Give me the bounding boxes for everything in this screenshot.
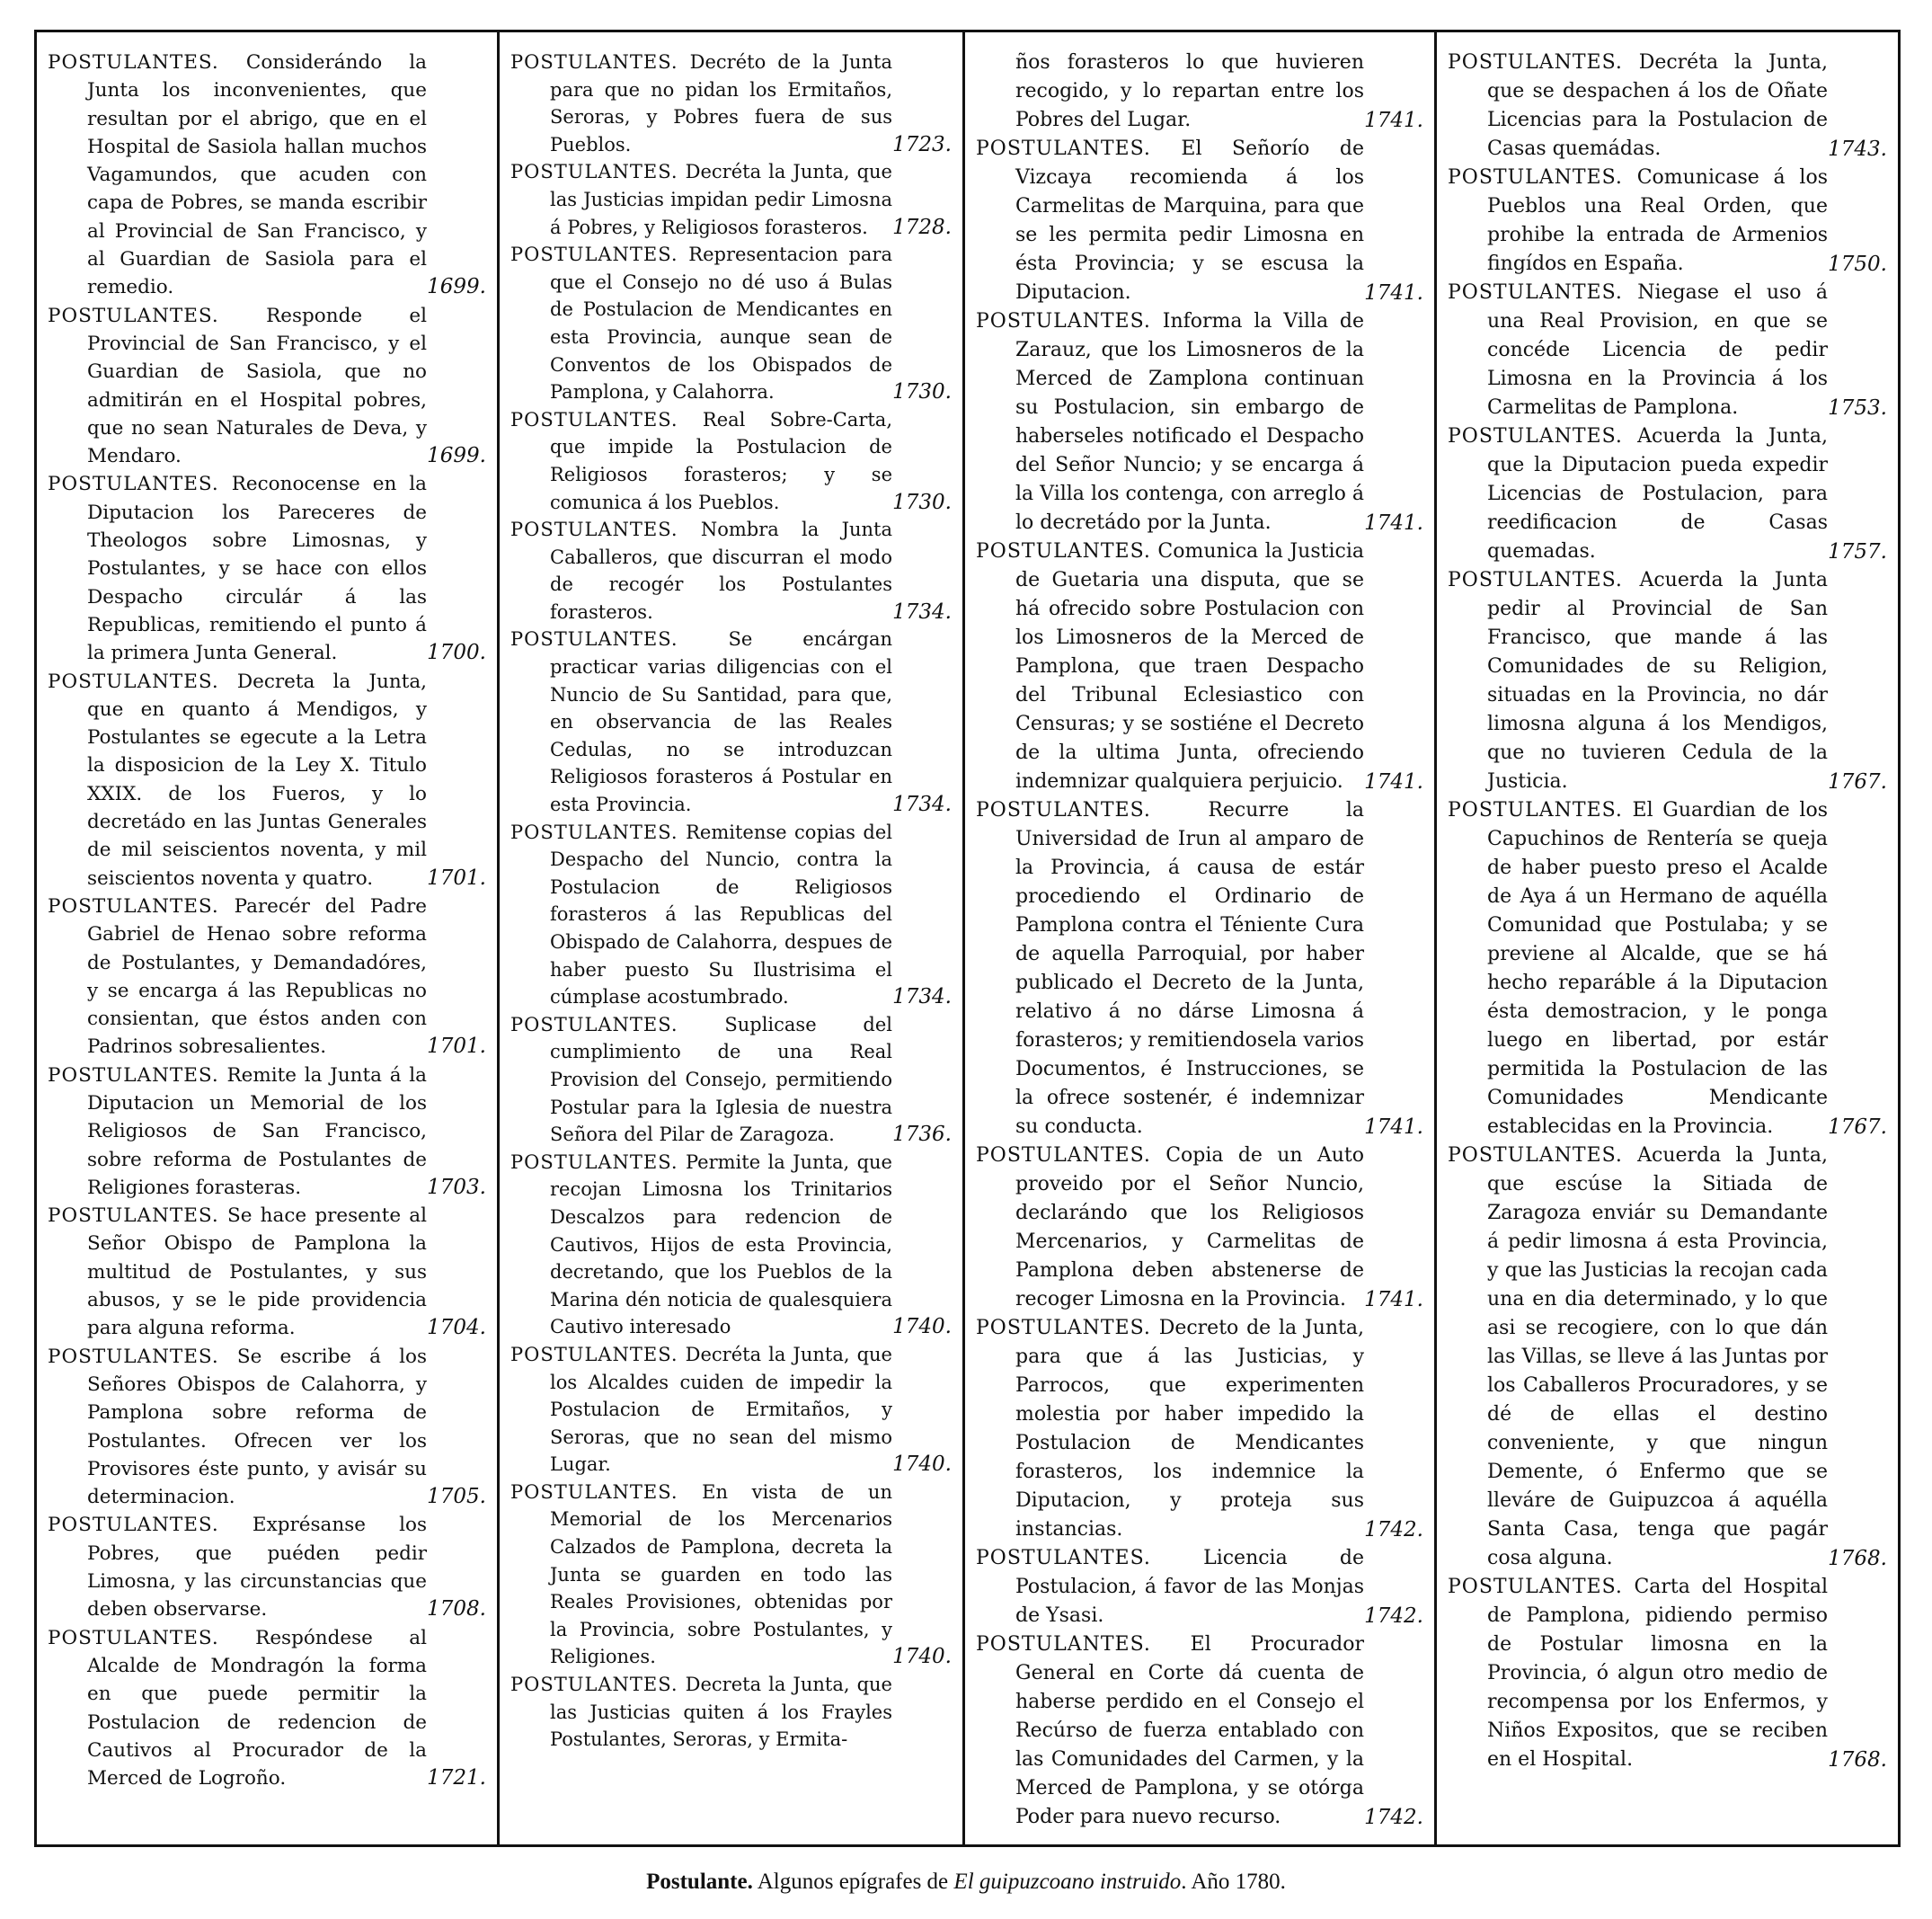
entry-year: 1742. <box>1364 1806 1423 1829</box>
entry-headword: POSTULANTES. <box>48 473 219 496</box>
entry-text: Exprésanse los Pobres, que puéden pedir Limosna, y las circunstancias que deben observarse. <box>87 1514 427 1621</box>
entry-headword: POSTULANTES. <box>510 161 678 183</box>
entry-body <box>48 1202 427 1342</box>
index-entry <box>510 1011 952 1149</box>
entry-body <box>976 537 1364 796</box>
entry-body <box>48 1062 427 1202</box>
entry-text: Niegase el uso á una Real Provision, en que se concéde Licencia de pedir Limosna en la Provincia á los Carmelitas de Pamplona. <box>1487 281 1828 419</box>
index-entry <box>48 1202 486 1342</box>
entry-body <box>48 302 427 471</box>
entry-year: 1757. <box>1828 540 1887 564</box>
entry-body <box>510 1011 892 1149</box>
index-entry <box>976 49 1423 135</box>
index-entry <box>48 302 486 471</box>
entry-body <box>48 470 427 667</box>
index-entry <box>510 49 952 158</box>
entry-body <box>976 1142 1364 1314</box>
entry-headword: POSTULANTES. <box>510 628 678 651</box>
index-entry <box>976 796 1423 1142</box>
caption-label: Postulante. <box>646 1870 753 1894</box>
entry-body <box>976 49 1364 135</box>
entry-headword: POSTULANTES. <box>48 304 219 327</box>
entry-year: 1742. <box>1364 1604 1423 1628</box>
figure-caption <box>0 1870 1932 1895</box>
index-entry <box>1448 279 1887 422</box>
entry-headword: POSTULANTES. <box>48 1514 219 1537</box>
index-entry <box>976 1314 1423 1544</box>
entry-text: Parecér del Padre Gabriel de Henao sobre reforma de Postulantes, y Demandadóres, y se encarga á las Republicas no consientan, que éstos anden con Padrinos sobresalientes. <box>87 894 427 1059</box>
index-entry <box>510 626 952 818</box>
index-entry <box>1448 796 1887 1142</box>
entry-headword: POSTULANTES. <box>510 1480 678 1503</box>
entry-headword: POSTULANTES. <box>510 1674 678 1696</box>
entry-year: 1741. <box>1364 1288 1423 1311</box>
entry-text: Acuerda la Junta, que escúse la Sitiada de Zaragoza enviár su Demandante á pedir limosna á esta Provincia, y que las Justicias la recojan cada una en dia determinado, y lo que asi se recogiere, con lo que dán las Villas, se lleve á las Juntas por los Caballeros Procuradores, y se dé de ellas el destino conveniente, y que ningun Demente, ó Enfermo que se lleváre de Guipuzcoa á aquélla Santa Casa, tenga que pagár cosa alguna. <box>1487 1144 1828 1569</box>
entry-year: 1704. <box>427 1316 486 1340</box>
entry-headword: POSTULANTES. <box>510 51 678 73</box>
entry-headword: POSTULANTES. <box>976 1144 1151 1167</box>
entry-text: Remite la Junta á la Diputacion un Memorial de los Religiosos de San Francisco, sobre reforma de Postulantes de Religiones forasteras. <box>87 1063 427 1199</box>
entry-body <box>510 241 892 406</box>
entry-headword: POSTULANTES. <box>1448 281 1623 304</box>
entry-text: Acuerda la Junta, que la Diputacion pueda expedir Licencias de Postulacion, para reedificacion de Casas quemadas. <box>1487 425 1828 563</box>
entry-text: Real Sobre-Carta, que impide la Postulacion de Religiosos forasteros; y se comunica á los Pueblos. <box>550 408 892 513</box>
entry-year: 1700. <box>427 641 486 665</box>
entry-text: Remitense copias del Despacho del Nuncio, contra la Postulacion de Religiosos forasteros á las Republicas del Obispado de Calahorra, despues de haber puesto Su Ilustrisima el cúmplase acostumbrado. <box>550 821 892 1008</box>
entry-headword: POSTULANTES. <box>976 1317 1151 1339</box>
entry-year: 1701. <box>427 866 486 890</box>
entry-body <box>976 307 1364 537</box>
entry-year: 1768. <box>1828 1547 1887 1570</box>
index-entry <box>976 1142 1423 1314</box>
entry-body <box>976 1544 1364 1630</box>
entry-headword: POSTULANTES. <box>510 244 678 266</box>
entry-year: 1741. <box>1364 770 1423 794</box>
index-entry <box>1448 164 1887 279</box>
entry-text: Comunica la Justicia de Guetaria una disputa, que se há ofrecido sobre Postulacion con los Limosneros de la Merced de Pamplona, que traen Despacho del Tribunal Eclesiastico con Censuras; y se sostiéne el Decreto de la ultima Junta, ofreciendo indemnizar qualquiera perjuicio. <box>1015 540 1364 793</box>
entry-year: 1699. <box>427 444 486 468</box>
index-entry <box>510 1479 952 1671</box>
entry-text: Decréta la Junta, que los Alcaldes cuiden de impedir la Postulacion de Ermitaños, y Seroras, que no sean del mismo Lugar. <box>550 1343 892 1476</box>
index-entry <box>976 307 1423 537</box>
entry-year: 1730. <box>892 380 952 404</box>
entry-year: 1743. <box>1828 138 1887 161</box>
index-entry <box>48 668 486 893</box>
entry-body <box>510 1149 892 1341</box>
entry-year: 1740. <box>892 1315 952 1339</box>
entry-body <box>1448 1142 1828 1573</box>
entry-year: 1768. <box>1828 1748 1887 1772</box>
index-entry <box>510 1671 952 1754</box>
entry-headword: POSTULANTES. <box>510 519 678 541</box>
entry-body <box>510 49 892 158</box>
entry-text: Decreto de la Junta, para que á las Justicias, y Parrocos, que experimenten molestia por haber impedido la Postulacion de Mendicantes forasteros, los indemnice la Diputacion, y proteja sus instancias. <box>1015 1317 1364 1541</box>
entry-headword: POSTULANTES. <box>1448 51 1623 74</box>
index-entry <box>510 406 952 516</box>
entry-body <box>48 49 427 302</box>
index-entry <box>1448 49 1887 164</box>
entry-text: Acuerda la Junta pedir al Provincial de San Francisco, que mande á las Comunidades de su Religion, situadas en la Provincia, no dár limosna alguna á los Mendigos, que no tuvieren Cedula de la Justicia. <box>1487 569 1828 793</box>
entry-year: 1705. <box>427 1485 486 1509</box>
index-entry <box>1448 1573 1887 1774</box>
entry-body <box>1448 796 1828 1142</box>
entry-body <box>48 893 427 1062</box>
entry-body <box>510 158 892 241</box>
entry-text: Permite la Junta, que recojan Limosna los Trinitarios Descalzos para redencion de Cautivos, Hijos de esta Provincia, decretando, que los Pueblos de la Marina dén noticia de qualesquiera Cautivo interesado <box>550 1151 892 1338</box>
entry-text: Se escribe á los Señores Obispos de Calahorra, y Pamplona sobre reforma de Postulantes. Ofrecen ver los Provisores éste punto, y avisár su determinacion. <box>87 1345 427 1509</box>
entry-year: 1742. <box>1364 1518 1423 1541</box>
entry-year: 1767. <box>1828 1115 1887 1139</box>
entry-text: Suplicase del cumplimiento de una Real Provision del Consejo, permitiendo Postular para la Iglesia de nuestra Señora del Pilar de Zaragoza. <box>550 1013 892 1146</box>
entry-body <box>1448 49 1828 164</box>
entry-text: Responde el Provincial de San Francisco, y el Guardian de Sasiola, que no admitirán en el Hospital pobres, que no sean Naturales de Deva, y Mendaro. <box>87 304 427 468</box>
entry-headword: POSTULANTES. <box>48 894 219 918</box>
index-entry <box>48 1511 486 1623</box>
index-entry <box>510 1149 952 1341</box>
index-entry <box>976 537 1423 796</box>
entry-headword: POSTULANTES. <box>976 1633 1151 1656</box>
entry-year: 1736. <box>892 1123 952 1147</box>
index-entry <box>510 819 952 1011</box>
entry-text: Licencia de Postulacion, á favor de las Monjas de Ysasi. <box>1015 1547 1364 1627</box>
entry-text: Se encárgan practicar varias diligencias con el Nuncio de Su Santidad, para que, en observancia de las Reales Cedulas, no se introduzcan Religiosos forasteros á Postular en esta Provincia. <box>550 628 892 816</box>
entry-text: El Señorío de Vizcaya recomienda á los Carmelitas de Marquina, para que se les permita pedir Limosna en ésta Provincia; y se escusa la Diputacion. <box>1015 138 1364 304</box>
entry-text: Decréta la Junta, que las Justicias impidan pedir Limosna á Pobres, y Religiosos forasteros. <box>550 161 892 238</box>
entry-year: 1708. <box>427 1597 486 1621</box>
caption-text: Algunos epígrafes de <box>757 1870 949 1894</box>
entry-headword: POSTULANTES. <box>976 540 1151 563</box>
entry-text: El Procurador General en Corte dá cuenta de haberse perdido en el Consejo el Recúrso de fuerza entablado con las Comunidades del Carmen, y la Merced de Pamplona, y se otórga Poder para nuevo recurso. <box>1015 1633 1365 1828</box>
entry-headword: POSTULANTES. <box>48 51 219 74</box>
entry-text: Decréto de la Junta para que no pidan los Ermitaños, Seroras, y Pobres fuera de sus Pueblos. <box>550 51 892 155</box>
entry-headword: POSTULANTES. <box>1448 1144 1623 1167</box>
caption-year: . Año 1780. <box>1181 1870 1286 1894</box>
entry-body <box>510 406 892 516</box>
entry-body <box>1448 1573 1828 1774</box>
entry-headword: POSTULANTES. <box>1448 166 1623 189</box>
entry-year: 1741. <box>1364 109 1423 132</box>
entry-headword: POSTULANTES. <box>48 1345 219 1368</box>
entry-year: 1734. <box>892 793 952 817</box>
caption-title: El guipuzcoano instruido <box>953 1870 1182 1894</box>
index-entry <box>48 893 486 1062</box>
entry-body <box>48 1511 427 1623</box>
entry-body <box>48 1343 427 1512</box>
entry-year: 1740. <box>892 1453 952 1477</box>
entry-text: Decréta la Junta, que se despachen á los de Oñate Licencias para la Postulacion de Casas quemádas. <box>1487 51 1828 160</box>
entry-body <box>510 1341 892 1479</box>
entry-year: 1741. <box>1364 1115 1423 1139</box>
column-4 <box>1434 32 1898 1844</box>
entry-headword: POSTULANTES. <box>510 1013 678 1035</box>
index-entry <box>1448 566 1887 796</box>
index-entry <box>976 1630 1423 1832</box>
entry-year: 1750. <box>1828 253 1887 276</box>
index-entry <box>1448 1142 1887 1573</box>
entry-headword: POSTULANTES. <box>48 1204 219 1228</box>
index-entry <box>48 1062 486 1202</box>
entry-headword: POSTULANTES. <box>1448 799 1623 822</box>
entry-year: 1767. <box>1828 770 1887 794</box>
entry-text: Copia de un Auto proveido por el Señor Nuncio, declarándo que los Religiosos Mercenarios, y Carmelitas de Pamplona deben abstenerse de recoger Limosna en la Provincia. <box>1015 1144 1364 1310</box>
entry-year: 1734. <box>892 985 952 1009</box>
entry-headword: POSTULANTES. <box>976 310 1151 333</box>
entry-body <box>976 1630 1364 1832</box>
entry-headword: POSTULANTES. <box>976 138 1151 160</box>
entry-year: 1721. <box>427 1766 486 1790</box>
entry-headword: POSTULANTES. <box>48 1063 219 1087</box>
entry-year: 1741. <box>1364 511 1423 535</box>
entry-text: ños forasteros lo que huvieren recogido, y lo repartan entre los Pobres del Lugar. <box>1015 51 1364 131</box>
entry-headword: POSTULANTES. <box>510 1343 678 1365</box>
entry-body <box>1448 164 1828 279</box>
entry-text: Recurre la Universidad de Irun al amparo de la Provincia, á causa de estár procediendo el Ordinario de Pamplona contra el Téniente Cura de aquella Parroquial, por haber publicado el Decreto de la Junta, relativo á no dárse Limosna á forasteros; y remitiendosela varios Documentos, é Instrucciones, se la ofrece sostenér, é indemnizar su conducta. <box>1015 799 1364 1138</box>
index-entry <box>48 470 486 667</box>
entry-headword: POSTULANTES. <box>976 1547 1151 1569</box>
entry-body <box>976 135 1364 307</box>
entry-year: 1734. <box>892 600 952 624</box>
index-entry <box>48 1343 486 1512</box>
entry-body <box>976 796 1364 1142</box>
entry-body <box>1448 566 1828 796</box>
entry-body <box>48 1624 427 1793</box>
column-1 <box>37 32 497 1844</box>
index-entry <box>976 135 1423 307</box>
entry-body <box>510 626 892 818</box>
entry-year: 1703. <box>427 1175 486 1199</box>
entry-headword: POSTULANTES. <box>510 408 678 431</box>
entry-text: Informa la Villa de Zarauz, que los Limosneros de la Merced de Zamplona continuan su Postulacion, sin embargo de haberseles notificado el Despacho del Señor Nuncio; y se encarga á la Villa los contenga, con arreglo á lo decretádo por la Junta. <box>1015 310 1365 534</box>
entry-year: 1701. <box>427 1035 486 1059</box>
index-entry <box>510 158 952 241</box>
index-entry <box>510 1341 952 1479</box>
entry-year: 1730. <box>892 490 952 514</box>
entry-year: 1740. <box>892 1645 952 1669</box>
entry-headword: POSTULANTES. <box>48 1626 219 1649</box>
entry-body <box>510 819 892 1011</box>
entry-body <box>1448 279 1828 422</box>
entry-headword: POSTULANTES. <box>510 821 678 843</box>
index-frame <box>34 30 1901 1847</box>
entry-headword: POSTULANTES. <box>48 670 219 693</box>
entry-body <box>510 1479 892 1671</box>
entry-year: 1699. <box>427 275 486 299</box>
index-entry <box>510 516 952 626</box>
entry-text: Decreta la Junta, que las Justicias quiten á los Frayles Postulantes, Seroras, y Ermita- <box>550 1674 892 1751</box>
entry-year: 1753. <box>1828 396 1887 420</box>
entry-body <box>48 668 427 893</box>
index-entry <box>48 1624 486 1793</box>
entry-body <box>510 516 892 626</box>
index-entry <box>48 49 486 302</box>
entry-text: El Guardian de los Capuchinos de Rentería se queja de haber puesto preso el Acalde de Aya á un Hermano de aquélla Comunidad que Postulaba; y se previene al Alcalde, que se há hecho reparáble á la Diputacion ésta demostracion, y le ponga luego en libertad, por estár permitida la Postulacion de las Comunidades Mendicante establecidas en la Provincia. <box>1487 799 1828 1138</box>
entry-year: 1723. <box>892 132 952 156</box>
entry-headword: POSTULANTES. <box>510 1151 678 1173</box>
entry-text: Comunicase á los Pueblos una Real Orden, que prohibe la entrada de Armenios fingídos en España. <box>1487 166 1829 275</box>
entry-headword: POSTULANTES. <box>976 799 1151 822</box>
entry-text: Respóndese al Alcalde de Mondragón la forma en que puede permitir la Postulacion de redencion de Cautivos al Procurador de la Merced de Logroño. <box>87 1626 427 1790</box>
entry-text: Considerándo la Junta los inconvenientes, que resultan por el abrigo, que en el Hospital de Sasiola hallan muchos Vagamundos, que acuden con capa de Pobres, se manda escribir al Provincial de San Francisco, y al Guardian de Sasiola para el remedio. <box>87 51 427 299</box>
index-entry <box>510 241 952 406</box>
entry-body <box>976 1314 1364 1544</box>
entry-headword: POSTULANTES. <box>1448 425 1623 448</box>
entry-headword: POSTULANTES. <box>1448 569 1623 591</box>
entry-body <box>1448 422 1828 566</box>
entry-text: Representacion para que el Consejo no dé uso á Bulas de Postulacion de Mendicantes en esta Provincia, aunque sean de Conventos de los Obispados de Pamplona, y Calahorra. <box>550 244 892 404</box>
entry-text: Decreta la Junta, que en quanto á Mendigos, y Postulantes se egecute a la Letra la disposicion de la Ley X. Titulo XXIX. de los Fueros, y lo decretádo en las Juntas Generales de mil seiscientos noventa, y mil seiscientos noventa y quatro. <box>87 670 427 890</box>
entry-year: 1741. <box>1364 281 1423 305</box>
entry-headword: POSTULANTES. <box>1448 1576 1623 1598</box>
index-entry <box>976 1544 1423 1630</box>
entry-text: Se hace presente al Señor Obispo de Pamplona la multitud de Postulantes, y sus abusos, y se le pide providencia para alguna reforma. <box>87 1204 428 1340</box>
entry-text: En vista de un Memorial de los Mercenarios Calzados de Pamplona, decreta la Junta se guarden en todo las Reales Provisiones, obtenidas por la Provincia, sobre Postulantes, y Religiones. <box>550 1480 892 1668</box>
entry-text: Nombra la Junta Caballeros, que discurran el modo de recogér los Postulantes forasteros. <box>550 519 892 623</box>
column-2 <box>497 32 962 1844</box>
entry-text: Carta del Hospital de Pamplona, pidiendo permiso de Postular limosna en la Provincia, ó algun otro medio de recompensa por los Enfermos, y Niños Expositos, que se reciben en el Hospital. <box>1487 1576 1828 1771</box>
index-entry <box>1448 422 1887 566</box>
entry-body <box>510 1671 892 1754</box>
entry-text: Reconocense en la Diputacion los Pareceres de Theologos sobre Limosnas, y Postulantes, y se hace con ellos Despacho circulár á las Republicas, remitiendo el punto á la primera Junta General. <box>87 473 427 665</box>
entry-year: 1728. <box>892 215 952 239</box>
column-3 <box>962 32 1434 1844</box>
